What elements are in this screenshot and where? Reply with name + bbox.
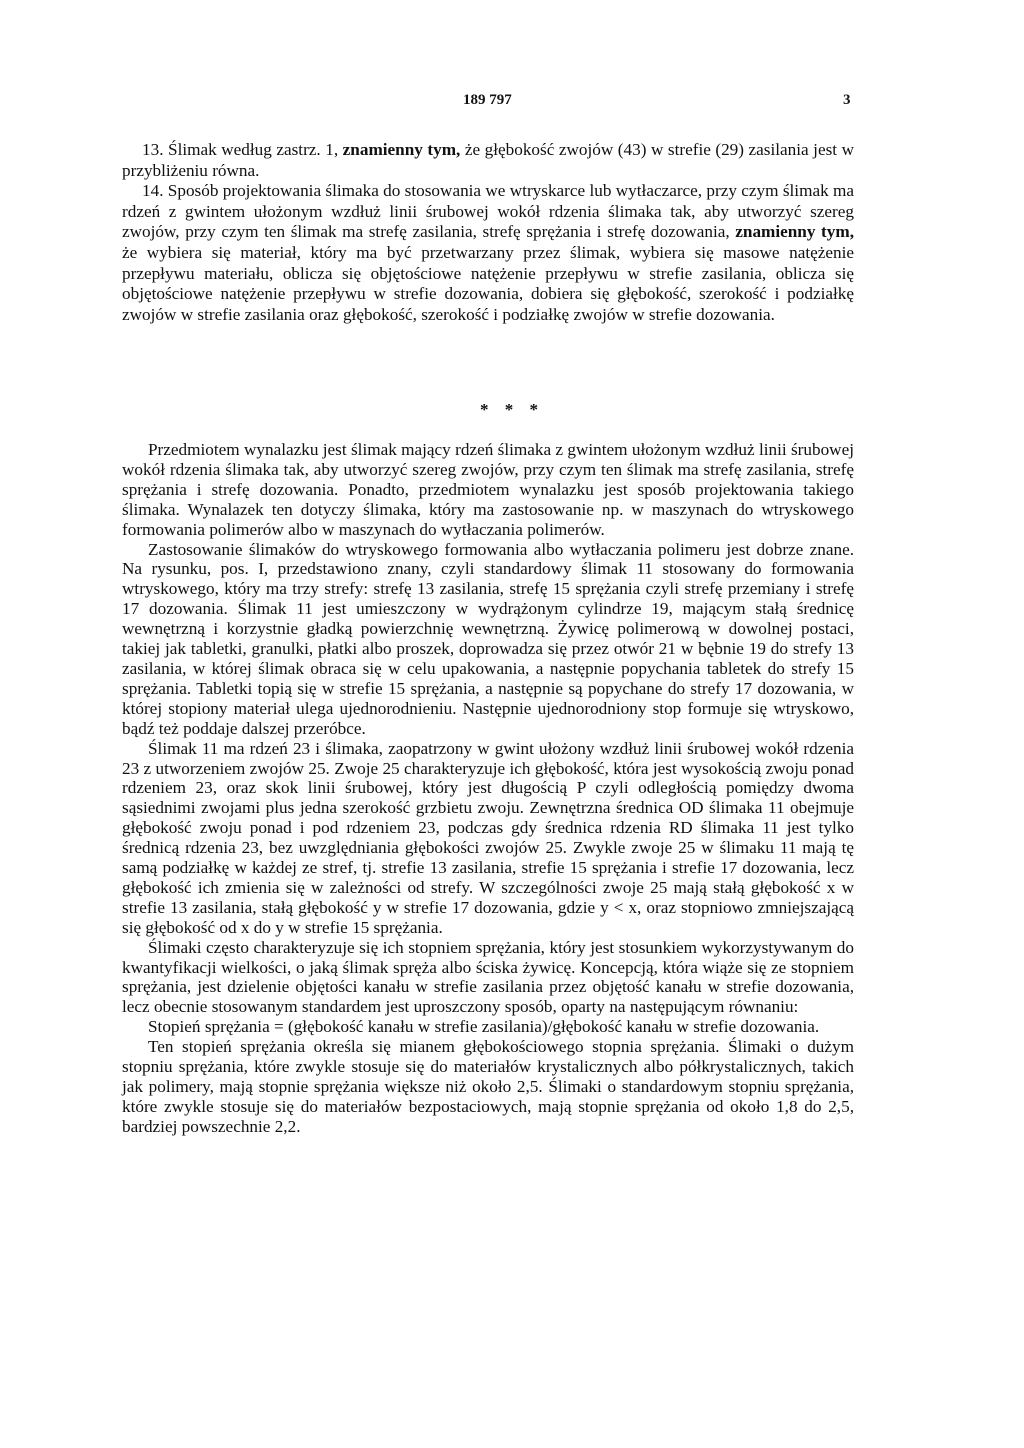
claim-text: że głębokość zwojów (43) w strefie (29) zasilania jest w przybliżeniu równa.: [122, 140, 854, 180]
description-paragraph: Ślimak 11 ma rdzeń 23 i ślimaka, zaopatrzony w gwint ułożony wzdłuż linii śrubowej wokół rdzenia 23 z utworzeniem zwojów 25. Zwoje 25 charakteryzuje ich głębokość, która jest wysokością zwoju ponad rdzeniem 23, oraz skok linii śrubowej, który jest długością P czyli odległością pomiędzy dwoma sąsiednimi zwojami plus jedna szerokość grzbietu zwoju. Zewnętrzna średnica OD ślimaka 11 obejmuje głębokość zwoju ponad i pod rdzeniem 23, podczas gdy średnica rdzenia RD ślimaka 11 jest tylko średnicą rdzenia 23, bez uwzględniania głębokości zwojów 25. Zwykle zwoje 25 w ślimaku 11 mają tę samą podziałkę w każdej ze stref, tj. strefie 13 zasilania, strefie 15 sprężania i strefie 17 dozowania, lecz głębokość ich zmienia się w zależności od strefy. W szczególności zwoje 25 mają stałą głębokość x w strefie 13 zasilania, stałą głębokość y w strefie 17 dozowania, gdzie y < x, oraz stopniowo zmniejszającą się głębokość od x do y w strefie 15 sprężania.: [122, 738, 854, 937]
description-paragraph: Zastosowanie ślimaków do wtryskowego formowania albo wytłaczania polimeru jest dobrze znane. Na rysunku, pos. I, przedstawiono znany, czyli standardowy ślimak 11 stosowany do formowania wtryskowego, który ma trzy strefy: strefę 13 zasilania, strefę 15 sprężania czyli strefę przemiany i strefę 17 dozowania. Ślimak 11 jest umieszczony w wydrążonym cylindrze 19, mającym stałą średnicę wewnętrzną i korzystnie gładką powierzchnię wewnętrzną. Żywicę polimerową w dowolnej postaci, takiej jak tabletki, granulki, płatki albo proszek, doprowadza się przez otwór 21 w bębnie 19 do strefy 13 zasilania, w której ślimak obraca się w celu upakowania, a następnie popychania tabletek do strefy 15 sprężania. Tabletki topią się w strefie 15 sprężania, a następnie są popychane do strefy 17 dozowania, w której stopiony materiał ulega ujednorodnieniu. Następnie ujednorodniony stop formuje się wtryskowo, bądź też poddaje dalszej przeróbce.: [122, 539, 854, 738]
description-section: [122, 440, 854, 1137]
claims-section: [122, 140, 854, 325]
claim-14: [122, 181, 854, 325]
description-paragraph: Ślimaki często charakteryzuje się ich stopniem sprężania, który jest stosunkiem wykorzystywanym do kwantyfikacji wielkości, o jaką ślimak spręża albo ściska żywicę. Koncepcją, która wiąże się ze stopniem sprężania, jest dzielenie objętości kanału w strefie zasilania przez objętość kanału w strefie dozowania, lecz obecnie stosowanym standardem jest uproszczony sposób, oparty na następującym równaniu:: [122, 937, 854, 1017]
claim-13: [122, 140, 854, 181]
description-paragraph: Przedmiotem wynalazku jest ślimak mający rdzeń ślimaka z gwintem ułożonym wzdłuż linii śrubowej wokół rdzenia ślimaka tak, aby utworzyć szereg zwojów, przy czym ten ślimak ma strefę zasilania, strefę sprężania i strefę dozowania. Ponadto, przedmiotem wynalazku jest sposób projektowania takiego ślimaka. Wynalazek ten dotyczy ślimaka, który ma zastosowanie np. w maszynach do wtryskowego formowania polimerów albo w maszynach do wytłaczania polimerów.: [122, 440, 854, 539]
description-paragraph: Stopień sprężania = (głębokość kanału w strefie zasilania)/głębokość kanału w strefie dozowania.: [148, 1017, 820, 1037]
claim-keyword: znamienny tym,: [342, 140, 461, 159]
description-paragraph: Ten stopień sprężania określa się mianem głębokościowego stopnia sprężania. Ślimaki o dużym stopniu sprężania, które zwykle stosuje się do materiałów krystalicznych albo półkrystalicznych, takich jak polimery, mają stopnie sprężania większe niż około 2,5. Ślimaki o standardowym stopniu sprężania, które zwykle stosuje się do materiałów bezpostaciowych, mają stopnie sprężania od około 1,8 do 2,5, bardziej powszechnie 2,2.: [122, 1037, 854, 1136]
claim-keyword: znamienny tym,: [735, 222, 854, 242]
claim-text: 13. Ślimak według zastrz. 1,: [142, 140, 343, 159]
page-number: 3: [843, 92, 851, 108]
claim-text: że wybiera się materiał, który ma być przetwarzany przez ślimak, wybiera się masowe natężenie przepływu materiału, oblicza się objętościowe natężenie przepływu w strefie zasilania, oblicza się objętościowe natężenie przepływu w strefie dozowania, dobiera się głębokość, szerokość i podziałkę zwojów w strefie zasilania oraz głębokość, szerokość i podziałkę zwojów w strefie dozowania.: [122, 242, 854, 324]
patent-number: 189 797: [463, 92, 512, 108]
section-separator: * * *: [480, 400, 544, 419]
page-header: [0, 92, 1024, 112]
claim-text: 14. Sposób projektowania ślimaka do stosowania we wtryskarce lub wytłaczarce, przy czym ślimak ma rdzeń z gwintem ułożonym wzdłuż linii śrubowej wokół rdzenia ślimaka tak, aby utworzyć szereg zwojów, przy czym ten ślimak ma strefę zasilania, strefę sprężania i strefę dozowania,: [122, 181, 854, 242]
